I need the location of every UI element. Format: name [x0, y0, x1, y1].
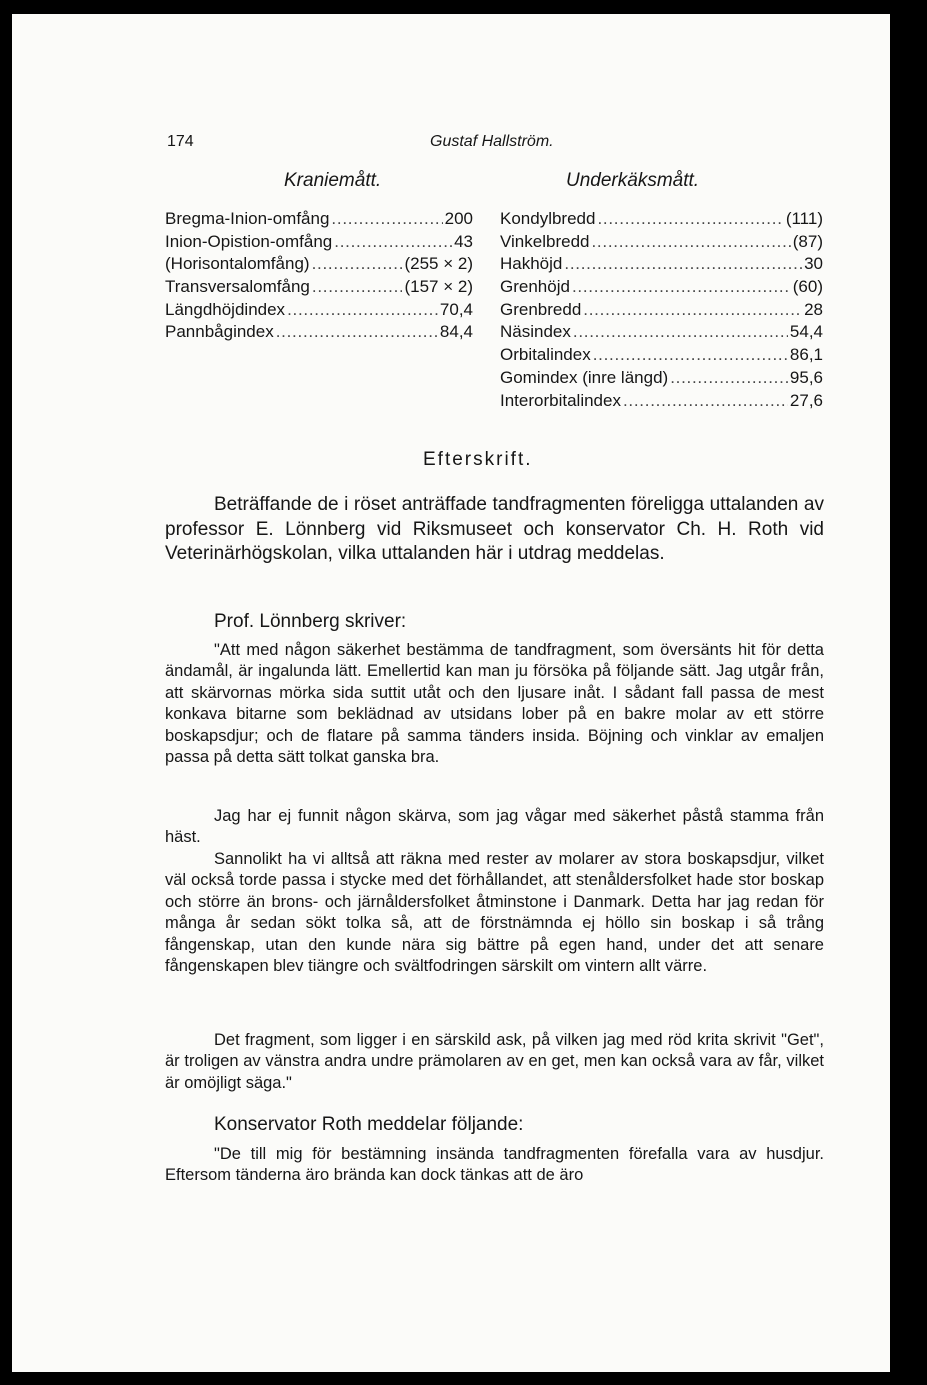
leader-dots [334, 231, 452, 254]
leader-dots [670, 367, 788, 390]
row-value: (60) [792, 277, 823, 297]
table-row [500, 344, 823, 367]
section-heading: Efterskrift. [423, 449, 533, 470]
quote-paragraph: "De till mig för bestämning insända tandfragmenten förefalla vara av husdjur. Eftersom tänderna äro brända kan dock tänkas att de äro [165, 1145, 824, 1185]
table-row [500, 276, 823, 299]
row-value: 30 [804, 254, 823, 274]
row-label: Pannbågindex [165, 322, 274, 342]
leader-dots [331, 208, 442, 231]
row-label: Grenhöjd [500, 277, 570, 297]
quote-paragraph: Sannolikt ha vi alltså att räkna med rester av molarer av stora boskapsdjur, vilket väl också torde passa i stycke med det förhållandet, att stenåldersfolket hade stor boskap och större än brons- och järnåldersfolket åtminstone i Danmark. Detta har jag redan för många år sedan sökt tolka så, att de förstnämnda ej höllo sin boskap i så trång fångenskap, utan den kunde nära sig bättre på egen hand, under det att senare fångenskapen blev tiängre och svältfodringen särskilt om vintern allt värre. [165, 850, 824, 976]
table-row [165, 231, 473, 254]
table-row [500, 367, 823, 390]
leader-dots [287, 299, 438, 322]
mandible-measurements-table [500, 208, 823, 412]
cranial-measurements-table [165, 208, 473, 344]
row-label: Orbitalindex [500, 345, 591, 365]
row-label: Gomindex (inre längd) [500, 367, 669, 387]
leader-dots [573, 321, 788, 344]
leader-dots [312, 276, 403, 299]
row-value: 200 [444, 209, 473, 228]
row-value: 27,6 [789, 390, 823, 410]
mandible-table-title: Underkäksmått. [566, 170, 700, 191]
row-label: Vinkelbredd [500, 231, 590, 251]
row-value: (255 × 2) [404, 254, 473, 274]
leader-dots [591, 231, 790, 254]
table-row [500, 231, 823, 254]
leader-dots [564, 253, 802, 276]
row-label: Kondylbredd [500, 209, 596, 228]
running-header: Gustaf Hallström. [430, 133, 554, 150]
row-value: 54,4 [789, 322, 823, 342]
row-value: (87) [792, 231, 823, 251]
table-row [165, 321, 473, 344]
quote-paragraph: "Att med någon säkerhet bestämma de tandfragment, som översänts hit för detta ändamål, är ingalunda lätt. Emellertid kan man ju försöka på följande sätt. Jag utgår från, att skärvornas mörka sida suttit utåt och den ljusare inåt. I sådant fall passa de mest konkava bitarne som beklädnad av utsidans lober på en bakre molar av ett större boskapsdjur; och de flatare på samma tänders insida. Böjning och vinklar av emaljen passa på detta sätt tolkat ganska bra. [165, 641, 824, 767]
table-row [165, 276, 473, 299]
table-row [500, 253, 823, 276]
row-value: (111) [785, 209, 823, 228]
quote-intro: Prof. Lönnberg skriver: [214, 611, 407, 632]
leader-dots [572, 276, 791, 299]
row-value: (157 × 2) [404, 277, 473, 297]
table-row [500, 208, 823, 231]
table-row [165, 253, 473, 276]
table-row [165, 208, 473, 231]
row-label: Transversalomfång [165, 277, 310, 297]
leader-dots [623, 390, 788, 413]
row-label: Näsindex [500, 322, 571, 342]
row-label: (Horisontalomfång) [165, 254, 310, 274]
row-value: 28 [804, 299, 823, 319]
sub-heading: Konservator Roth meddelar följande: [214, 1114, 524, 1135]
page-number: 174 [167, 133, 194, 150]
row-label: Inion-Opistion-omfång [165, 231, 333, 251]
table-row [500, 299, 823, 322]
cranial-table-title: Kraniemått. [284, 170, 382, 191]
leader-dots [593, 344, 788, 367]
leader-dots [597, 208, 783, 231]
row-label: Grenbredd [500, 299, 582, 319]
table-row [500, 321, 823, 344]
row-label: Hakhöjd [500, 254, 563, 274]
quote-paragraph: Jag har ej funnit någon skärva, som jag vågar med säkerhet påstå stamma från häst. [165, 807, 824, 847]
row-value: 43 [454, 231, 473, 251]
leader-dots [276, 321, 438, 344]
row-label: Längdhöjdindex [165, 299, 286, 319]
quote-paragraph: Det fragment, som ligger i en särskild ask, på vilken jag med röd krita skrivit "Get", är troligen av vänstra andra undre prämolaren av en get, men kan också vara av får, vilket är omöjligt säga." [165, 1031, 824, 1092]
intro-paragraph: Beträffande de i röset anträffade tandfragmenten föreligga uttalanden av professor E. Lönnberg vid Riksmuseet och konservator Ch. H. Roth vid Veterinärhögskolan, vilka uttalanden här i utdrag meddelas. [165, 494, 824, 564]
table-row [165, 299, 473, 322]
row-value: 70,4 [439, 299, 473, 319]
row-value: 84,4 [439, 322, 473, 342]
table-row [500, 390, 823, 413]
row-label: Interorbitalindex [500, 390, 621, 410]
row-value: 95,6 [789, 367, 823, 387]
leader-dots [312, 253, 403, 276]
document-page [12, 14, 890, 1372]
row-value: 86,1 [789, 345, 823, 365]
leader-dots [583, 299, 802, 322]
row-label: Bregma-Inion-omfång [165, 209, 330, 228]
